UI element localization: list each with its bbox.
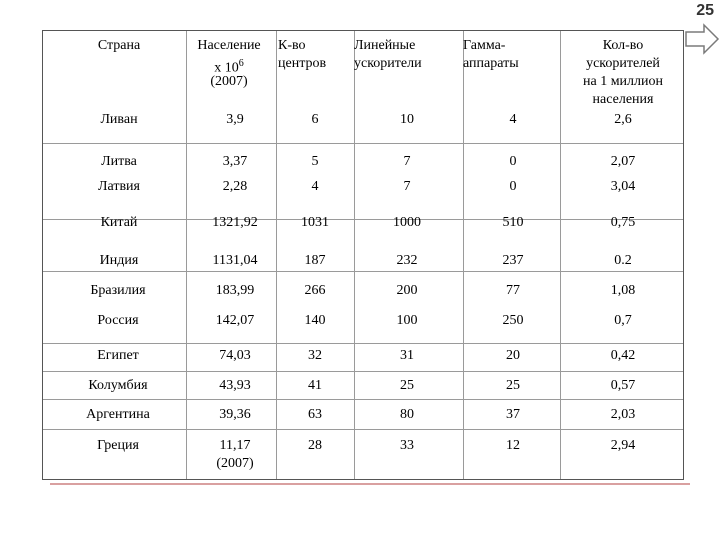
header-centers: центров <box>278 56 327 71</box>
header-population: x $10^6$ <box>214 58 244 76</box>
row-separator <box>43 271 683 272</box>
cell-country: Бразилия <box>90 283 146 298</box>
header-linacs: Линейные <box>354 38 416 53</box>
cell-country: Греция <box>97 438 139 453</box>
cell-gamma: 25 <box>506 378 520 393</box>
cell-per-million: 1,08 <box>610 283 636 298</box>
header-linacs: ускорители <box>354 56 422 71</box>
cell-centers: 41 <box>308 378 322 393</box>
cell-linacs: 7 <box>403 154 411 169</box>
row-separator <box>43 399 683 400</box>
cell-population: 1131,04 <box>212 253 258 268</box>
cell-per-million: 0.2 <box>614 253 632 268</box>
column-separator <box>354 31 355 479</box>
cell-centers: 5 <box>311 154 319 169</box>
cell-gamma: 77 <box>506 283 520 298</box>
cell-country: Египет <box>97 348 139 363</box>
cell-population: 39,36 <box>219 407 251 422</box>
row-separator <box>43 429 683 430</box>
cell-centers: 140 <box>304 313 326 328</box>
cell-gamma: 237 <box>502 253 524 268</box>
cell-population: 142,07 <box>215 313 255 328</box>
header-per-million: ускорителей <box>586 56 660 71</box>
header-gamma: Гамма- <box>463 38 506 53</box>
cell-linacs: 33 <box>400 438 414 453</box>
cell-population: 1321,92 <box>212 215 258 230</box>
cell-linacs: 80 <box>400 407 414 422</box>
cell-linacs: 7 <box>403 179 411 194</box>
cell-country: Литва <box>101 154 137 169</box>
cell-centers: 32 <box>308 348 322 363</box>
cell-linacs: 232 <box>396 253 418 268</box>
cell-per-million: 2,94 <box>610 438 636 453</box>
cell-linacs: 1000 <box>393 215 421 230</box>
cell-country: Китай <box>100 215 138 230</box>
cell-per-million: 3,04 <box>610 179 636 194</box>
cell-centers: 6 <box>311 112 319 127</box>
cell-population: 183,99 <box>215 283 255 298</box>
cell-per-million: 0,7 <box>614 313 632 328</box>
cell-per-million: 0,75 <box>610 215 636 230</box>
header-country: Страна <box>97 38 141 53</box>
cell-per-million: 2,03 <box>610 407 636 422</box>
cell-country: Россия <box>97 313 139 328</box>
cell-population: 43,93 <box>219 378 251 393</box>
cell-centers: 4 <box>311 179 319 194</box>
column-separator <box>463 31 464 479</box>
cell-centers: 63 <box>308 407 322 422</box>
cell-gamma: 37 <box>506 407 520 422</box>
header-per-million: на 1 миллион <box>582 74 663 89</box>
cell-per-million: 0,42 <box>610 348 636 363</box>
cell-linacs: 100 <box>396 313 418 328</box>
cell-population-note: (2007) <box>216 456 254 471</box>
cell-linacs: 10 <box>400 112 414 127</box>
header-population: (2007) <box>210 74 248 89</box>
cell-country: Ливан <box>100 112 138 127</box>
header-population: Население <box>197 38 261 53</box>
column-separator <box>186 31 187 479</box>
header-per-million: населения <box>592 92 654 107</box>
cell-centers: 266 <box>304 283 326 298</box>
next-arrow-icon[interactable] <box>684 22 720 56</box>
cell-country: Латвия <box>97 179 140 194</box>
header-gamma: аппараты <box>463 56 519 71</box>
cell-population: 11,17 <box>219 438 251 453</box>
cell-population: 3,9 <box>226 112 244 127</box>
cell-centers: 1031 <box>301 215 329 230</box>
cell-country: Индия <box>99 253 139 268</box>
cell-per-million: 2,07 <box>610 154 636 169</box>
cell-gamma: 0 <box>509 154 517 169</box>
page-number: 25 <box>696 2 714 19</box>
footer-rule <box>50 483 690 485</box>
cell-gamma: 12 <box>506 438 520 453</box>
cell-per-million: 2,6 <box>614 112 632 127</box>
cell-linacs: 200 <box>396 283 418 298</box>
cell-centers: 28 <box>308 438 322 453</box>
cell-centers: 187 <box>304 253 326 268</box>
cell-country: Колумбия <box>88 378 148 393</box>
row-separator <box>43 371 683 372</box>
cell-gamma: 0 <box>509 179 517 194</box>
cell-gamma: 4 <box>509 112 517 127</box>
cell-per-million: 0,57 <box>610 378 636 393</box>
column-separator <box>276 31 277 479</box>
cell-gamma: 510 <box>502 215 524 230</box>
row-separator <box>43 143 683 144</box>
cell-population: 74,03 <box>219 348 251 363</box>
row-separator <box>43 343 683 344</box>
cell-country: Аргентина <box>86 407 150 422</box>
cell-linacs: 31 <box>400 348 414 363</box>
cell-linacs: 25 <box>400 378 414 393</box>
header-centers: К-во <box>278 38 306 53</box>
cell-gamma: 250 <box>502 313 524 328</box>
cell-population: 3,37 <box>222 154 248 169</box>
cell-population: 2,28 <box>222 179 248 194</box>
header-per-million: Кол-во <box>602 38 644 53</box>
cell-gamma: 20 <box>506 348 520 363</box>
